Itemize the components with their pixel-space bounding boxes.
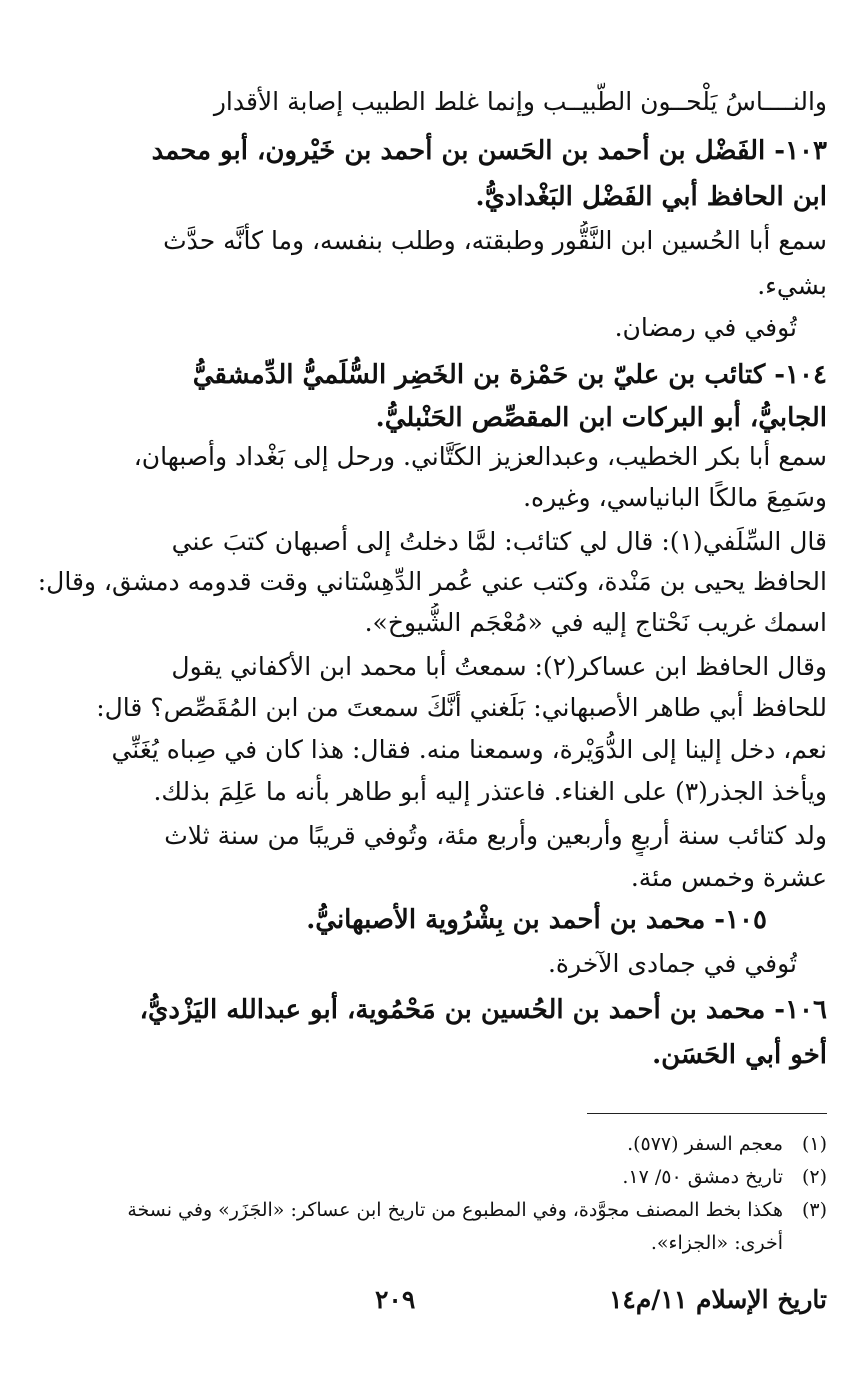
running-footer-title: تاريخ الإسلام ١١/م١٤: [608, 1285, 827, 1314]
entry-106-heading-line2: أخو أبي الحَسَن.: [652, 1040, 827, 1070]
footnote-separator: [587, 1113, 827, 1114]
entry-103-heading-line2: ابن الحافظ أبي الفَضْل البَغْداديُّ.: [475, 182, 827, 212]
entry-103-text-line2: بشيء.: [757, 271, 827, 300]
page-number: ٢٠٩: [375, 1285, 416, 1314]
entry-104-text-line4: الحافظ يحيى بن مَنْدة، وكتب عني عُمر الدِّهِسْتاني وقت قدومه دمشق، وقال:: [37, 567, 827, 596]
entry-104-text-line11: عشرة وخمس مئة.: [630, 863, 827, 892]
entry-103-text-line1: سمع أبا الحُسين ابن النَّقُّور وطبقته، وطلب بنفسه، وما كأنَّه حدَّث: [163, 226, 827, 255]
entry-104-text-line1: سمع أبا بكر الخطيب، وعبدالعزيز الكَتَّاني. ورحل إلى بَغْداد وأصبهان،: [133, 442, 827, 471]
entry-105-heading: ١٠٥- محمد بن أحمد بن بِشْرُوية الأصبهانيُّ.: [306, 905, 767, 935]
footnote-3-continued: أخرى: «الجزاء».: [650, 1232, 783, 1254]
footnote-2-text: تاريخ دمشق ٥٠/ ١٧.: [622, 1166, 783, 1188]
footnote-3: [37, 1196, 827, 1224]
entry-104-text-line2: وسَمِعَ مالكًا البانياسي، وغيره.: [523, 483, 827, 512]
entry-104-heading-line1: ١٠٤- كتائب بن عليّ بن حَمْزة بن الخَضِر السُّلَميُّ الدِّمشقيُّ: [192, 360, 827, 390]
entry-104-text-line10: ولد كتائب سنة أربعٍ وأربعين وأربع مئة، وتُوفي قريبًا من سنة ثلاث: [164, 821, 827, 850]
entry-104-heading-line2: الجابيُّ، أبو البركات ابن المقصِّص الحَنْبليُّ.: [375, 403, 827, 433]
entry-104-text-line7: للحافظ أبي طاهر الأصبهاني: بَلَغني أنَّكَ سمعتَ من ابن المُقَصِّص؟ قال:: [96, 693, 827, 722]
entry-103-heading-line1: ١٠٣- الفَضْل بن أحمد بن الحَسن بن أحمد بن خَيْرون، أبو محمد: [151, 136, 827, 166]
footnote-2: [37, 1163, 827, 1191]
entry-105-death: تُوفي في جمادى الآخرة.: [547, 949, 797, 978]
entry-103-death: تُوفي في رمضان.: [614, 313, 797, 342]
footnote-2-number: (٢): [801, 1166, 827, 1188]
footnote-1: [37, 1130, 827, 1158]
footnote-1-text: معجم السفر (٥٧٧).: [627, 1133, 783, 1155]
entry-104-text-line6: وقال الحافظ ابن عساكر(٢): سمعتُ أبا محمد ابن الأكفاني يقول: [171, 652, 827, 681]
footnote-1-number: (١): [801, 1133, 827, 1155]
entry-104-text-line5: اسمك غريب نَحْتاج إليه في «مُعْجَم الشُّيوخ».: [364, 608, 827, 637]
poem-verse: والنــــاسُ يَلْحــون الطَّبيــب وإنما غلط الطبيب إصابة الأقدار: [213, 87, 827, 116]
entry-104-text-line3: قال السِّلَفي(١): قال لي كتائب: لمَّا دخلتُ إلى أصبهان كتبَ عني: [171, 527, 827, 556]
entry-106-heading-line1: ١٠٦- محمد بن أحمد بن الحُسين بن مَحْمُوية، أبو عبدالله اليَزْديُّ،: [139, 995, 827, 1025]
footnote-3-text: هكذا بخط المصنف مجوَّدة، وفي المطبوع من تاريخ ابن عساكر: «الجَزَر» وفي نسخة: [127, 1199, 783, 1221]
entry-104-text-line8: نعم، دخل إلينا إلى الدُّوَيْرة، وسمعنا منه. فقال: هذا كان في صِباه يُغَنِّي: [111, 735, 827, 764]
footnote-3-number: (٣): [801, 1199, 827, 1221]
entry-104-text-line9: ويأخذ الجذر(٣) على الغناء. فاعتذر إليه أبو طاهر بأنه ما عَلِمَ بذلك.: [153, 777, 827, 806]
